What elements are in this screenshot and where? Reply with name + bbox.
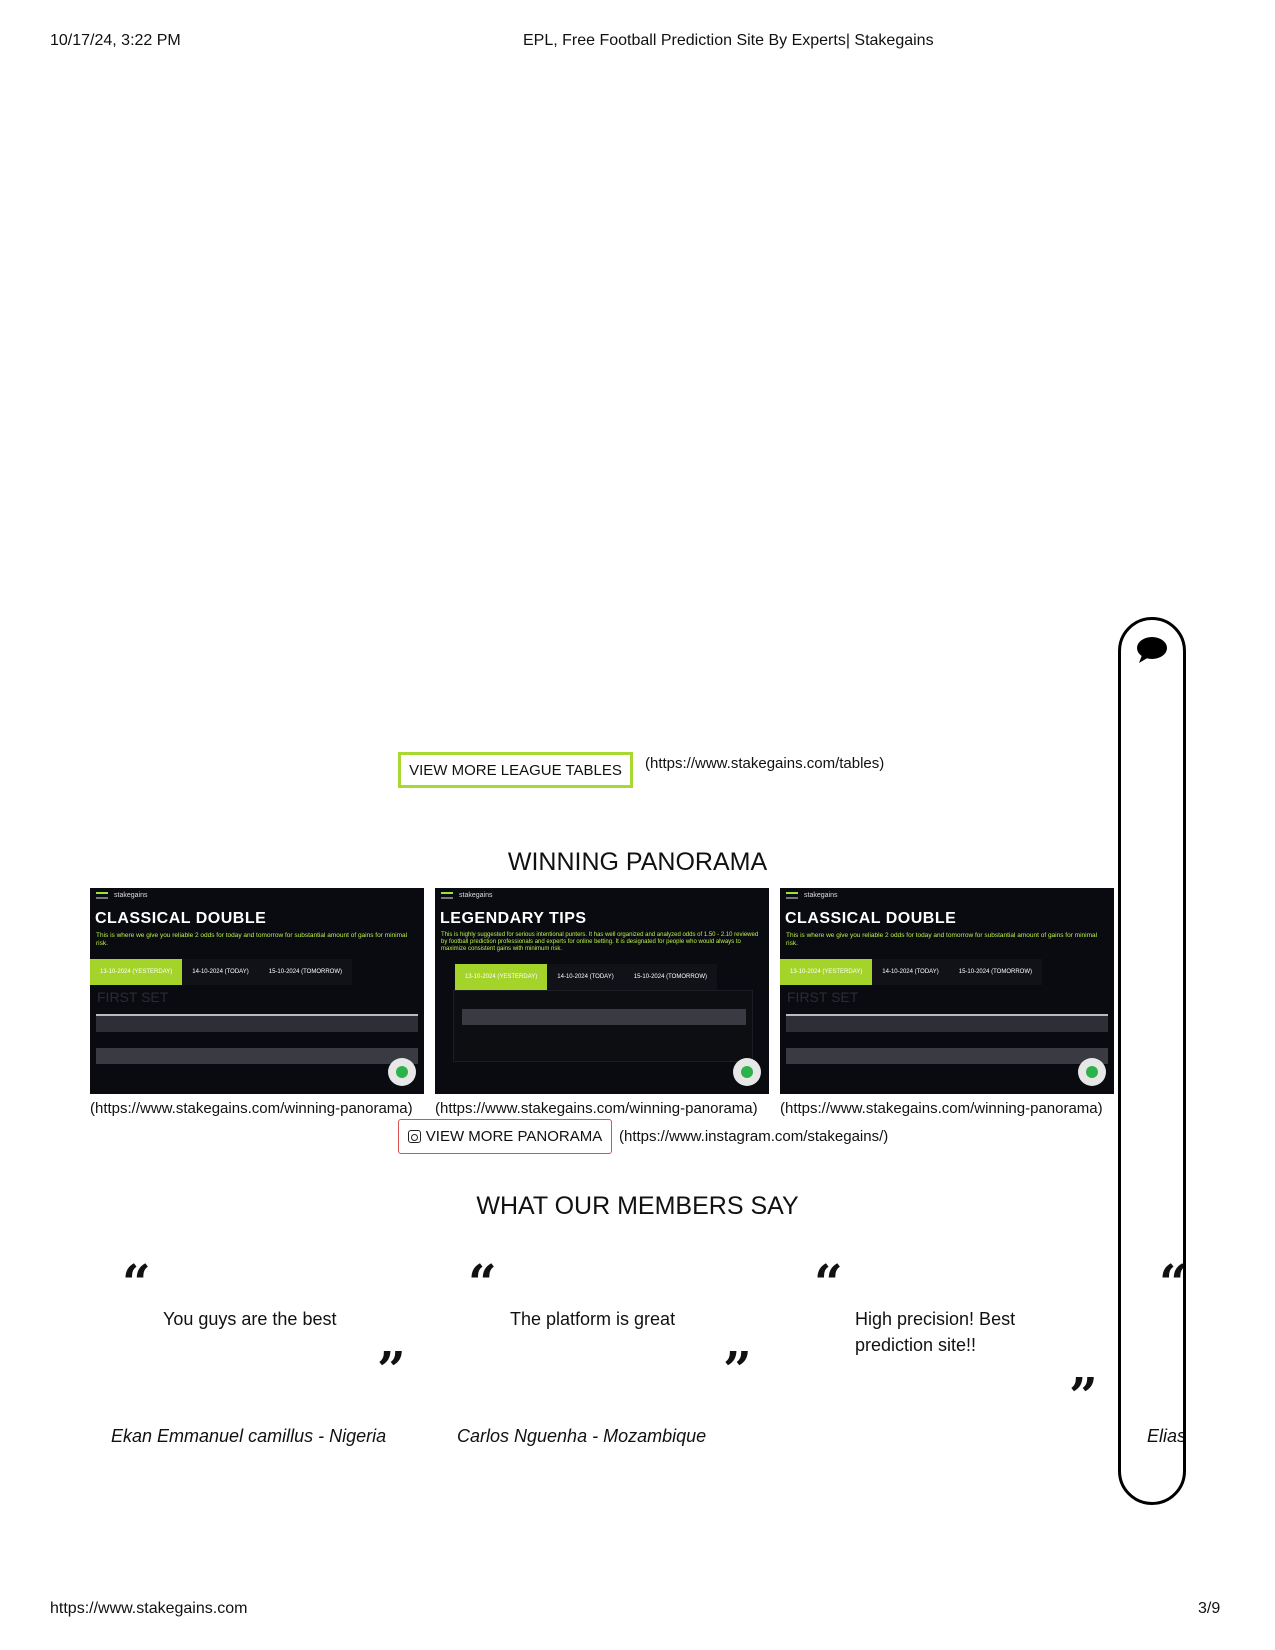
panorama-card-1-url[interactable]: (https://www.stakegains.com/winning-panorama) (90, 1100, 413, 1117)
card-date-tabs (780, 959, 1042, 985)
print-datetime: 10/17/24, 3:22 PM (50, 32, 181, 49)
tab-yesterday[interactable]: 13-10-2024 (YESTERDAY) (455, 964, 547, 990)
card-brand-text: stakegains (459, 892, 493, 899)
tab-yesterday[interactable]: 13-10-2024 (YESTERDAY) (90, 959, 182, 985)
testimonials-title: WHAT OUR MEMBERS SAY (476, 1192, 799, 1220)
open-quote-icon: “ (1159, 1253, 1188, 1312)
view-more-panorama-label: VIEW MORE PANORAMA (425, 1128, 603, 1145)
stakegains-logo-icon (786, 892, 798, 899)
open-quote-icon: “ (468, 1253, 497, 1312)
card-table-panel (453, 990, 753, 1062)
tab-tomorrow[interactable]: 15-10-2024 (TOMORROW) (624, 964, 717, 990)
card-brand (441, 892, 492, 899)
panorama-card-2[interactable] (435, 888, 769, 1094)
instagram-icon (408, 1130, 421, 1143)
open-quote-icon: “ (814, 1253, 843, 1312)
chat-sidebar[interactable] (1118, 617, 1186, 1505)
chat-bubble-icon[interactable] (1136, 636, 1168, 664)
tab-yesterday[interactable]: 13-10-2024 (YESTERDAY) (780, 959, 872, 985)
card-brand (786, 892, 837, 899)
close-quote-icon: ” (1069, 1366, 1098, 1425)
table-row (96, 1032, 418, 1048)
card-description: This is highly suggested for serious intentional punters. It has well organized and analyzed odds of 1.50 - 2.10 reviewed by football prediction professionals and experts for online betting. It is designated for people who would always to maximize consistent gains with minimum risk. (441, 932, 759, 952)
close-quote-icon: ” (377, 1340, 406, 1399)
card-date-tabs (455, 964, 717, 990)
print-page-title: EPL, Free Football Prediction Site By Experts| Stakegains (523, 32, 934, 49)
stakegains-logo-icon (441, 892, 453, 899)
card-table (462, 1009, 746, 1041)
chat-widget-icon (388, 1058, 416, 1086)
tab-tomorrow[interactable]: 15-10-2024 (TOMORROW) (949, 959, 1042, 985)
panorama-card-1[interactable] (90, 888, 424, 1094)
open-quote-icon: “ (122, 1253, 151, 1312)
print-page-number: 3/9 (1198, 1600, 1221, 1617)
chat-widget-icon (1078, 1058, 1106, 1086)
testimonial-author: Elias (1147, 1426, 1187, 1446)
card-brand-text: stakegains (114, 892, 148, 899)
card-description: This is where we give you reliable 2 odds for today and tomorrow for substantial amount of gains for minimal risk. (96, 932, 408, 947)
chat-widget-icon (733, 1058, 761, 1086)
tab-tomorrow[interactable]: 15-10-2024 (TOMORROW) (259, 959, 352, 985)
card-title: CLASSICAL DOUBLE (95, 910, 267, 927)
winning-panorama-title: WINNING PANORAMA (507, 848, 768, 876)
view-more-league-tables-label: VIEW MORE LEAGUE TABLES (409, 761, 622, 779)
card-date-tabs (90, 959, 352, 985)
card-section-label: FIRST SET (97, 989, 169, 1005)
table-row (462, 1025, 746, 1041)
panorama-instagram-url[interactable]: (https://www.instagram.com/stakegains/) (619, 1128, 889, 1145)
testimonial-quote: High precision! Best prediction site!! (855, 1309, 1016, 1355)
table-row (786, 1048, 1108, 1064)
testimonial-quote: The platform is great (510, 1309, 676, 1329)
view-more-league-tables-button[interactable] (398, 752, 633, 788)
panorama-card-3-url[interactable]: (https://www.stakegains.com/winning-panorama) (780, 1100, 1103, 1117)
table-row (96, 1016, 418, 1032)
card-brand-text: stakegains (804, 892, 838, 899)
card-brand (96, 892, 147, 899)
table-row (96, 1048, 418, 1064)
table-row (786, 1032, 1108, 1048)
league-tables-url[interactable]: (https://www.stakegains.com/tables) (645, 755, 885, 772)
testimonial-quote: You guys are the best (163, 1309, 337, 1329)
testimonial-author: Carlos Nguenha - Mozambique (457, 1426, 707, 1446)
panorama-card-3[interactable] (780, 888, 1114, 1094)
close-quote-icon: ” (723, 1340, 752, 1399)
stakegains-logo-icon (96, 892, 108, 899)
view-more-panorama-button[interactable] (398, 1119, 612, 1154)
card-table (786, 1014, 1108, 1064)
tab-today[interactable]: 14-10-2024 (TODAY) (547, 964, 623, 990)
table-row (462, 1009, 746, 1025)
testimonial-author: Ekan Emmanuel camillus - Nigeria (111, 1426, 387, 1446)
panorama-card-2-url[interactable]: (https://www.stakegains.com/winning-panorama) (435, 1100, 758, 1117)
tab-today[interactable]: 14-10-2024 (TODAY) (872, 959, 948, 985)
card-title: CLASSICAL DOUBLE (785, 910, 957, 927)
tab-today[interactable]: 14-10-2024 (TODAY) (182, 959, 258, 985)
card-title: LEGENDARY TIPS (440, 910, 587, 927)
card-section-label: FIRST SET (787, 989, 859, 1005)
card-table (96, 1014, 418, 1064)
table-row (786, 1016, 1108, 1032)
card-description: This is where we give you reliable 2 odds for today and tomorrow for substantial amount of gains for minimal risk. (786, 932, 1098, 947)
print-footer-url: https://www.stakegains.com (50, 1600, 248, 1617)
